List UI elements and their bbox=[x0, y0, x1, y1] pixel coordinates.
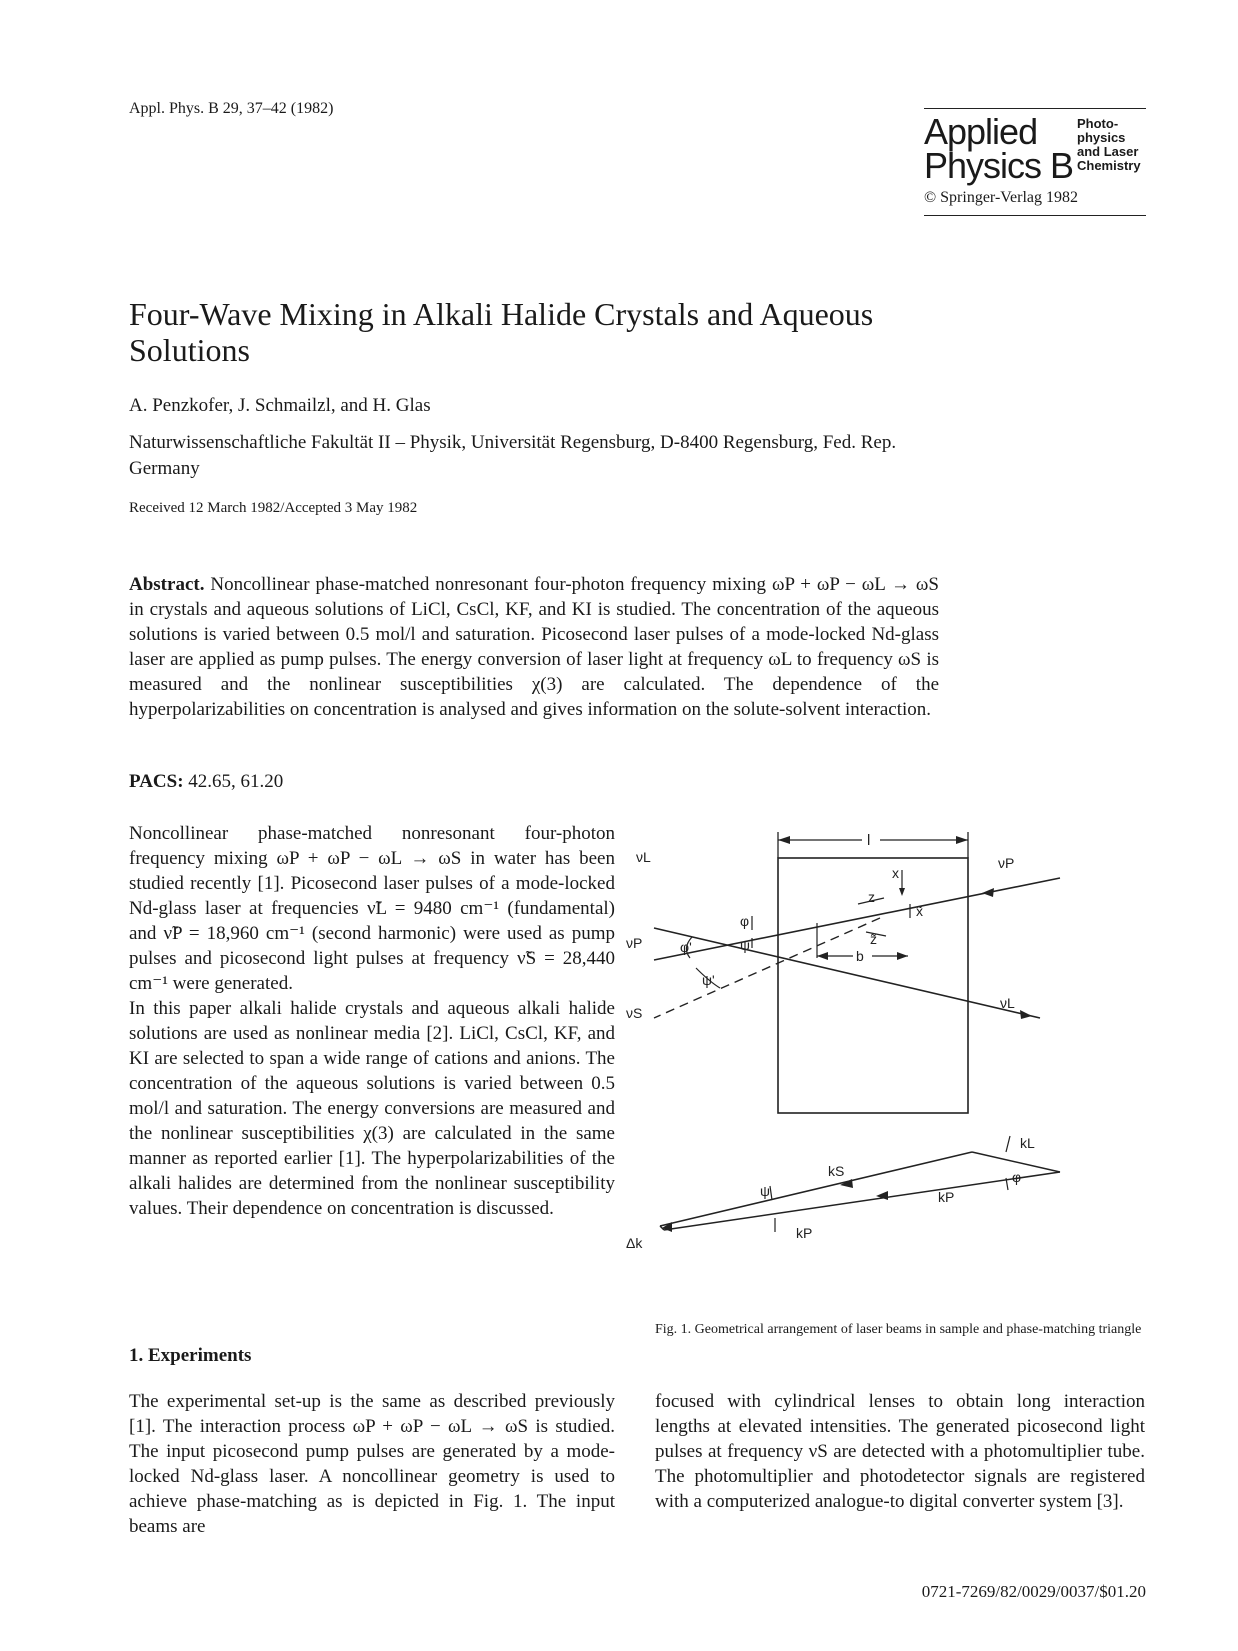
pacs-label: PACS: bbox=[129, 771, 184, 792]
label-tri-psi: ψ bbox=[760, 1183, 770, 1199]
journal-reference: Appl. Phys. B 29, 37–42 (1982) bbox=[129, 100, 334, 117]
section-heading-experiments: 1. Experiments bbox=[129, 1345, 252, 1366]
intro-text bbox=[129, 821, 615, 1221]
abstract bbox=[129, 572, 939, 722]
label-vL-left: νL bbox=[636, 849, 651, 865]
label-kP-lower: kP bbox=[796, 1225, 813, 1241]
intro-paragraph-1: Noncollinear phase-matched nonresonant four-photon frequency mixing ωP + ωP − ωL → ωS in water has been studied recently [1]. Picosecond laser pulses of a mode-locked Nd-glass laser at frequencies ν̃L = 9480 cm⁻¹ (fundamental) and ν̃P = 18,960 cm⁻¹ (second harmonic) were used as pump pulses and picosecond light pulses at frequency ν̃S = 28,440 cm⁻¹ were generated. bbox=[129, 823, 615, 994]
label-psi-prime: ψ' bbox=[702, 972, 715, 988]
masthead-physics-b: Physics B bbox=[924, 145, 1074, 186]
masthead-applied: Applied bbox=[924, 111, 1038, 152]
label-vP-right: νP bbox=[998, 855, 1015, 871]
arrowhead bbox=[899, 888, 905, 896]
label-x-tilde: x̃ bbox=[916, 903, 923, 919]
label-vS: νS bbox=[626, 1005, 643, 1021]
pacs bbox=[129, 771, 283, 793]
intro-paragraph-2: In this paper alkali halide crystals and aqueous alkali halide solutions are used as nonlinear media [2]. LiCl, CsCl, KF, and KI are selected to span a wide range of cations and anions. The concentration of the aqueous solutions is varied between 0.5 mol/l and saturation. The energy conversions are measured and the nonlinear susceptibilities χ(3) are calculated in the same manner as reported earlier [1]. The hyperpolarizabilities of the alkali halides are determined from the nonlinear susceptibility values. Their dependence on concentration is discussed. bbox=[129, 998, 615, 1219]
label-z-tilde: z̃ bbox=[870, 931, 877, 947]
arrowhead bbox=[1020, 1010, 1032, 1019]
angle-tick-kL bbox=[1006, 1136, 1010, 1152]
label-phi-prime: φ' bbox=[680, 939, 692, 955]
vector-kS bbox=[660, 1152, 972, 1226]
label-kP-upper: kP bbox=[938, 1189, 955, 1205]
angle-tick-psi bbox=[770, 1186, 772, 1200]
figure-1 bbox=[626, 818, 1110, 1298]
label-vP-left: νP bbox=[626, 935, 643, 951]
authors: A. Penzkofer, J. Schmailzl, and H. Glas bbox=[129, 395, 431, 416]
label-z: z bbox=[868, 889, 875, 905]
arrowhead bbox=[956, 836, 968, 844]
abstract-text: Noncollinear phase-matched nonresonant four-photon frequency mixing ωP + ωP − ωL → ωS in crystals and aqueous solutions of LiCl, CsCl, KF, and KI is studied. The concentration of the aqueous solutions is varied between 0.5 mol/l and saturation. Picosecond laser pulses of a mode-locked Nd-glass laser are applied as pump pulses. The energy conversion of laser light at frequency ωL to frequency ωS is measured and the nonlinear susceptibilities χ(3) are calculated. The dependence of the hyperpolarizabilities on concentration is analysed and gives information on the solute-solvent interaction. bbox=[129, 574, 940, 720]
label-mask bbox=[862, 830, 880, 848]
arrowhead bbox=[817, 952, 828, 960]
label-kS: kS bbox=[828, 1163, 845, 1179]
abstract-label: Abstract. bbox=[129, 574, 205, 595]
label-kL: kL bbox=[1020, 1135, 1035, 1151]
received-date: Received 12 March 1982/Accepted 3 May 1982 bbox=[129, 500, 418, 516]
journal-masthead bbox=[924, 108, 1146, 216]
label-dk: Δk bbox=[626, 1235, 643, 1251]
masthead-subject: Photo-physics and Laser Chemistry bbox=[1077, 116, 1141, 173]
beam-vS bbox=[654, 918, 880, 1018]
experiments-text-right: focused with cylindrical lenses to obtain long interaction lengths at elevated intensities. The generated picosecond light pulses at frequency νS are detected with a photomultiplier tube. The photomultiplier and photodetector signals are registered with a computerized analogue-to digital converter system [3]. bbox=[655, 1391, 1145, 1512]
vector-kP-upper bbox=[664, 1172, 1060, 1230]
label-x: x bbox=[892, 865, 899, 881]
label-b: b bbox=[856, 948, 864, 964]
arrowhead bbox=[778, 836, 790, 844]
label-phi: φ bbox=[740, 913, 750, 929]
label-l: l bbox=[867, 832, 871, 849]
article-code: 0721-7269/82/0029/0037/$01.20 bbox=[921, 1582, 1146, 1601]
experiments-text-left: The experimental set-up is the same as described previously [1]. The interaction process ωP + ωP − ωL → ωS is studied. The input picosecond pump pulses are generated by a mode-locked Nd-glass laser. A noncollinear geometry is used to achieve phase-matching as is depicted in Fig. 1. The input beams are bbox=[129, 1391, 615, 1537]
label-tri-phi: φ bbox=[1012, 1169, 1022, 1185]
copyright: © Springer-Verlag 1982 bbox=[924, 189, 1079, 206]
arrowhead bbox=[897, 952, 908, 960]
arrowhead bbox=[982, 888, 994, 897]
article-title: Four-Wave Mixing in Alkali Halide Crystals and Aqueous Solutions bbox=[129, 296, 874, 368]
affiliation: Naturwissenschaftliche Fakultät II – Physik, Universität Regensburg, D-8400 Regensburg, Fed. Rep. Germany bbox=[129, 432, 897, 479]
pacs-values: 42.65, 61.20 bbox=[188, 771, 284, 792]
label-psi: ψ bbox=[740, 937, 750, 953]
label-vL-right: νL bbox=[1000, 995, 1015, 1011]
figure-caption: Fig. 1. Geometrical arrangement of laser beams in sample and phase-matching triangle bbox=[655, 1322, 1142, 1337]
